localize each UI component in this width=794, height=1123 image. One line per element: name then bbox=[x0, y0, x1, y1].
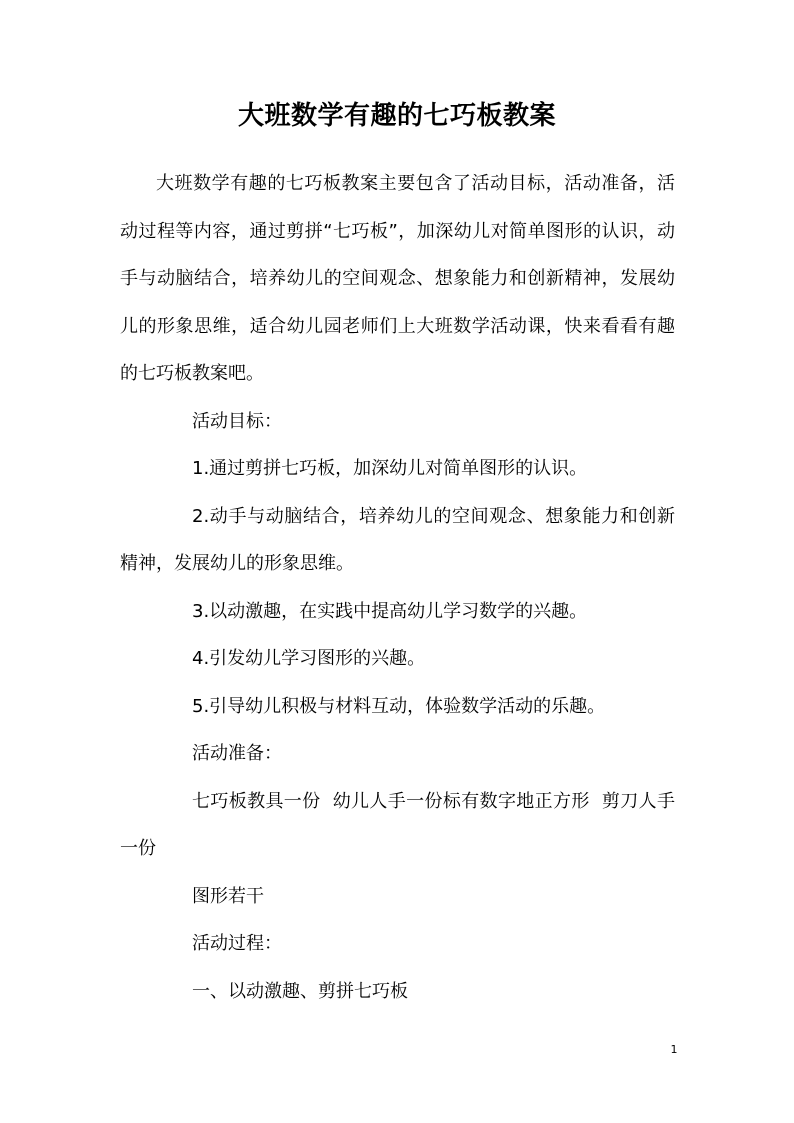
page-number: 1 bbox=[670, 1043, 678, 1056]
goal-item-2: 2.动手与动脑结合，培养幼儿的空间观念、想象能力和创新精神，发展幼儿的形象思维。 bbox=[120, 505, 675, 574]
goal-item-5: 5.引导幼儿积极与材料互动，体验数学活动的乐趣。 bbox=[192, 695, 606, 717]
goal-item-1: 1.通过剪拼七巧板，加深幼儿对简单图形的认识。 bbox=[192, 458, 588, 479]
document-title: 大班数学有趣的七巧板教案 bbox=[237, 101, 556, 131]
preparation-shapes: 图形若干 bbox=[192, 885, 264, 907]
intro-paragraph: 大班数学有趣的七巧板教案主要包含了活动目标，活动准备，活动过程等内容，通过剪拼“七巧板”，加深幼儿对简单图形的认识，动手与动脑结合，培养幼儿的空间观念、想象能力和创新精神，发展幼儿的形象思维，适合幼儿园老师们上大班数学活动课，快来看看有趣的七巧板教案吧。 bbox=[120, 173, 675, 384]
preparation-materials: 七巧板教具一份 幼儿人手一份标有数字地正方形 剪刀人手一份 bbox=[120, 790, 675, 859]
section-heading-preparation: 活动准备： bbox=[192, 743, 282, 764]
goal-item-4: 4.引发幼儿学习图形的兴趣。 bbox=[192, 648, 426, 669]
process-step-1: 一、以动激趣、剪拼七巧板 bbox=[192, 980, 408, 1002]
document-body bbox=[120, 160, 675, 1015]
section-heading-goals: 活动目标： bbox=[192, 410, 282, 432]
section-heading-process: 活动过程： bbox=[192, 933, 282, 954]
goal-item-3: 3.以动激趣，在实践中提高幼儿学习数学的兴趣。 bbox=[192, 600, 588, 622]
